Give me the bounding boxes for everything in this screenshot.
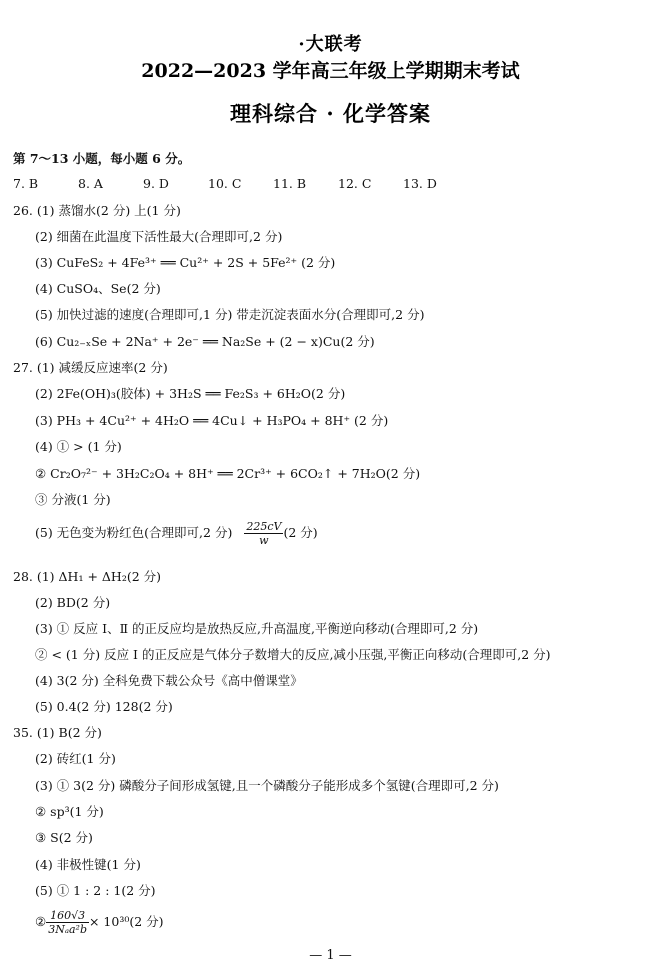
answer-text: (5) 无色变为粉红色(合理即可,2 分): [35, 525, 233, 540]
answer-line: (2) 砖红(1 分): [35, 751, 116, 766]
answer-line: (2) BD(2 分): [35, 595, 111, 610]
answer-line: (4) 非极性键(1 分): [35, 857, 141, 872]
answer-line: (4) ① > (1 分): [35, 439, 122, 454]
answer-line: ③ 分液(1 分): [35, 492, 111, 507]
mc-answer: 10. C: [208, 176, 242, 191]
answer-text: × 10³⁰(2 分): [88, 914, 164, 929]
fraction: [244, 520, 283, 547]
answer-line: (3) ① 3(2 分) 磷酸分子间形成氢键,且一个磷酸分子能形成多个氢键(合理即可,2 分): [35, 778, 499, 793]
intro-text: 第 7～13 小题，每小题 6 分。: [13, 151, 191, 166]
mc-answer: 8. A: [78, 176, 103, 191]
fraction-numerator: 225cV: [246, 520, 282, 533]
fraction: [46, 909, 89, 936]
answer-line: (5) 0.4(2 分) 128(2 分): [35, 699, 173, 714]
answer-text: ②: [35, 914, 47, 929]
answer-text: (2 分): [283, 525, 318, 540]
answer-line: (6) Cu₂₋ₓSe + 2Na⁺ + 2e⁻ ══ Na₂Se + (2 − x)Cu(2 分): [35, 334, 375, 349]
mc-answer: 12. C: [338, 176, 372, 191]
answer-line: (5) 加快过滤的速度(合理即可,1 分) 带走沉淀表面水分(合理即可,2 分): [35, 307, 425, 322]
page-number: — 1 —: [309, 948, 352, 963]
answer-line-fraction: [35, 909, 164, 936]
answer-line: 28. (1) ΔH₁ + ΔH₂(2 分): [13, 569, 162, 584]
fraction-numerator: 160√3: [46, 909, 89, 923]
answer-line: ② sp³(1 分): [35, 804, 104, 819]
mc-answer: 9. D: [143, 176, 169, 191]
answer-line: (3) CuFeS₂ + 4Fe³⁺ ══ Cu²⁺ + 2S + 5Fe²⁺ (2 分): [35, 255, 336, 270]
mc-answers: [13, 176, 437, 192]
answer-line: 26. (1) 蒸馏水(2 分) 上(1 分): [13, 203, 181, 218]
answer-line: (3) PH₃ + 4Cu²⁺ + 4H₂O ══ 4Cu↓ + H₃PO₄ + 8H⁺ (2 分): [35, 413, 389, 428]
answer-line: 35. (1) B(2 分): [13, 725, 102, 740]
subject-title: 理科综合 · 化学答案: [230, 101, 431, 126]
mc-answer: 7. B: [13, 176, 39, 191]
fraction-denominator: w: [259, 534, 269, 547]
answer-line-fraction: [35, 520, 318, 547]
mc-answer: 11. B: [273, 176, 307, 191]
answer-line: (4) 3(2 分) 全科免费下载公众号《高中僧课堂》: [35, 673, 303, 688]
answer-line: (2) 2Fe(OH)₃(胶体) + 3H₂S ══ Fe₂S₃ + 6H₂O(2 分): [35, 386, 346, 401]
answer-line: ③ S(2 分): [35, 830, 93, 845]
answer-line: ② Cr₂O₇²⁻ + 3H₂C₂O₄ + 8H⁺ ══ 2Cr³⁺ + 6CO₂↑ + 7H₂O(2 分): [35, 466, 421, 481]
answer-line: (5) ① 1 : 2 : 1(2 分): [35, 883, 156, 898]
mc-answer: 13. D: [403, 176, 437, 191]
answer-line: 27. (1) 减缓反应速率(2 分): [13, 360, 168, 375]
fraction-denominator: 3Nₐa²b: [48, 923, 87, 936]
exam-title: 2022—2023 学年高三年级上学期期末考试: [141, 60, 520, 82]
answer-line: (2) 细菌在此温度下活性最大(合理即可,2 分): [35, 229, 283, 244]
answer-line: ② < (1 分) 反应 Ⅰ 的正反应是气体分子数增大的反应,减小压强,平衡正向移动(合理即可,2 分): [35, 647, 551, 662]
answer-line: (4) CuSO₄、Se(2 分): [35, 281, 161, 296]
answer-line: (3) ① 反应 Ⅰ、Ⅱ 的正反应均是放热反应,升高温度,平衡逆向移动(合理即可,2 分): [35, 621, 479, 636]
header-line-1: ·大联考: [298, 34, 363, 55]
